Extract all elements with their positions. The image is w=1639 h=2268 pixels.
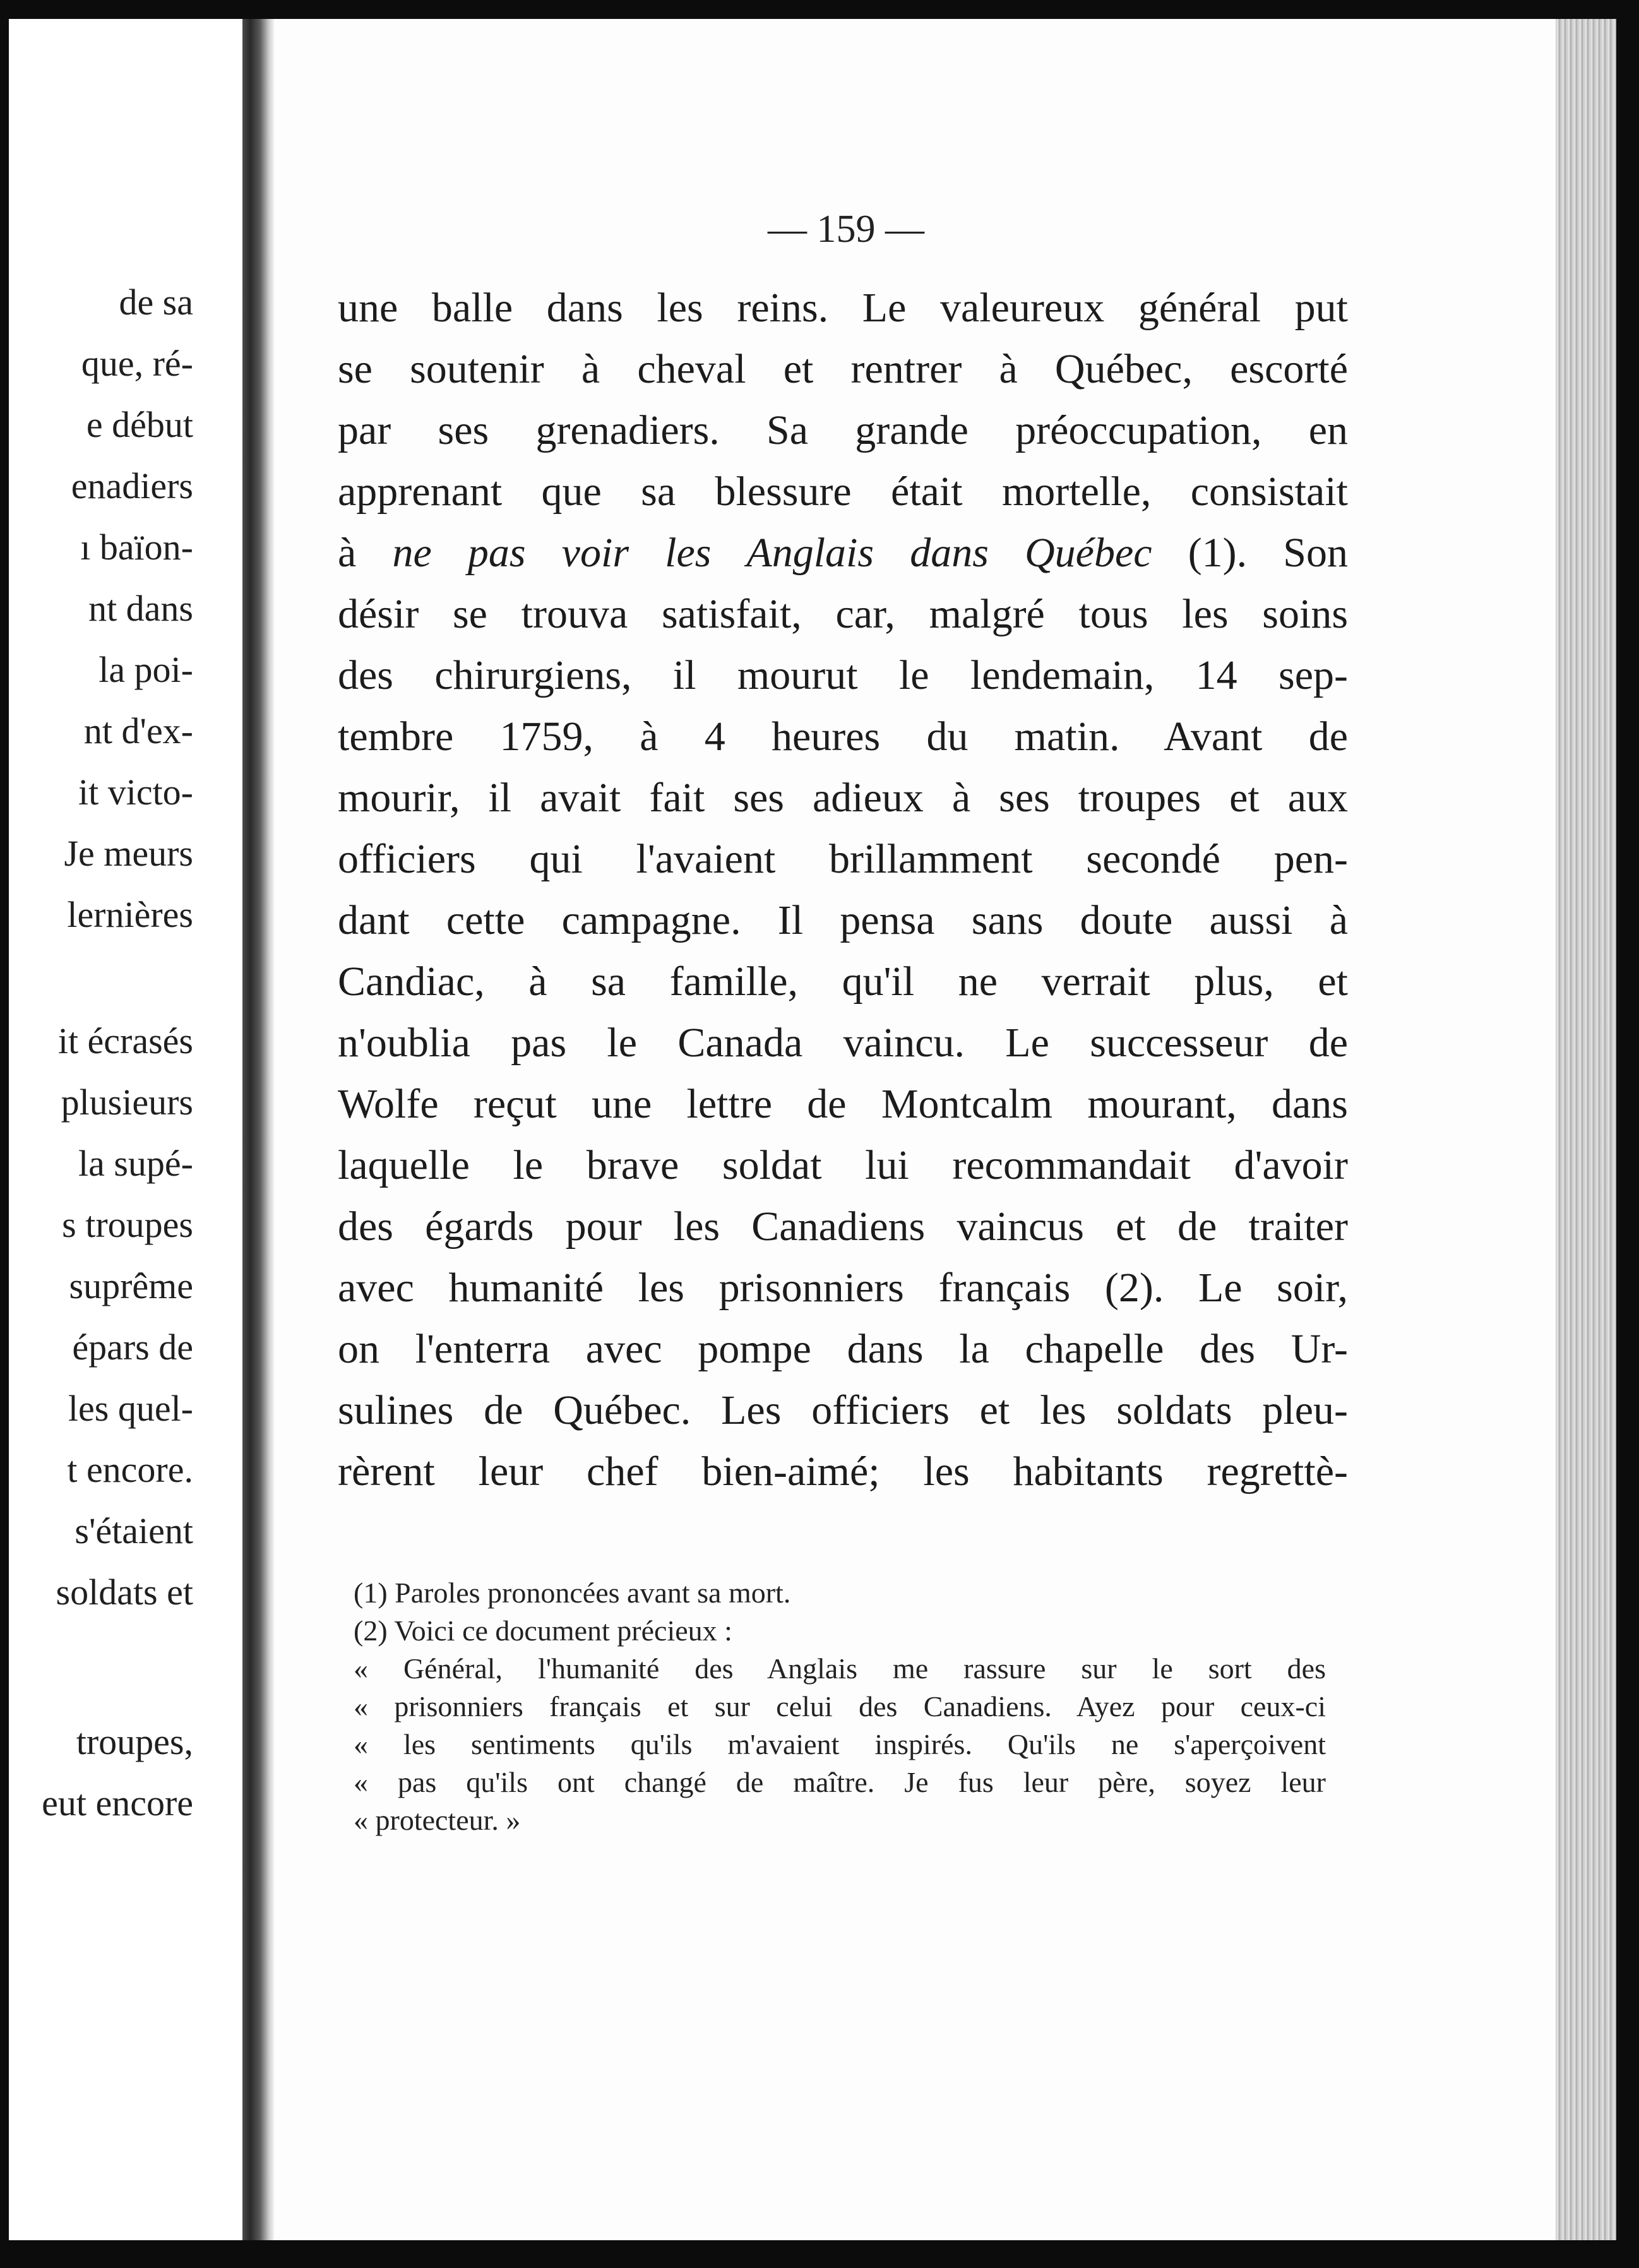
text-line: se soutenir à cheval et rentrer à Québec, escorté: [338, 346, 1348, 392]
page-number: — 159 —: [768, 208, 924, 251]
text-line: dant cette campagne. Il pensa sans doute aussi à: [338, 897, 1348, 943]
text-run: (1). Son: [1152, 530, 1348, 576]
left-page-line: t encore.: [67, 1449, 193, 1490]
left-page-line: plusieurs: [61, 1082, 193, 1123]
text-line: mourir, il avait fait ses adieux à ses troupes et aux: [338, 775, 1348, 821]
left-page-line: ı baïon-: [80, 527, 193, 568]
scan-border-bottom: [0, 2240, 1639, 2268]
left-page-line: la supé-: [78, 1143, 193, 1184]
footnote-quote-line: « prisonniers français et sur celui des Canadiens. Ayez pour ceux-ci: [354, 1690, 1326, 1722]
text-line: désir se trouva satisfait, car, malgré tous les soins: [338, 591, 1348, 637]
text-line: apprenant que sa blessure était mortelle, consistait: [338, 469, 1348, 515]
text-line: par ses grenadiers. Sa grande préoccupation, en: [338, 407, 1348, 453]
text-line: officiers qui l'avaient brillamment secondé pen-: [338, 836, 1348, 882]
text-run: à: [338, 530, 393, 576]
left-page-line: nt d'ex-: [83, 710, 193, 751]
left-page-line: de sa: [119, 282, 193, 323]
text-line: laquelle le brave soldat lui recommandait d'avoir: [338, 1142, 1348, 1188]
text-line: tembre 1759, à 4 heures du matin. Avant de: [338, 713, 1348, 760]
left-page-line: eut encore: [42, 1782, 193, 1823]
text-line: Candiac, à sa famille, qu'il ne verrait plus, et: [338, 958, 1348, 1005]
text-line: des chirurgiens, il mourut le lendemain, 14 sep-: [338, 652, 1348, 698]
left-page-line: e début: [86, 404, 193, 445]
text-line: sulines de Québec. Les officiers et les soldats pleu-: [338, 1387, 1348, 1433]
left-page-line: que, ré-: [81, 343, 193, 384]
text-line: une balle dans les reins. Le valeureux général put: [338, 285, 1348, 331]
book-gutter-shadow: [242, 19, 274, 2240]
left-page-line: Je meurs: [64, 833, 193, 874]
left-page-line: troupes,: [76, 1721, 193, 1762]
scan-border-top: [0, 0, 1639, 19]
left-page-line: nt dans: [88, 588, 193, 629]
left-page-line: it victo-: [78, 772, 193, 813]
footnote-quote-line: « protecteur. »: [354, 1804, 521, 1836]
page-stack-edge: [1556, 19, 1616, 2240]
text-line: Wolfe reçut une lettre de Montcalm mourant, dans: [338, 1081, 1348, 1127]
footnote-quote-line: « les sentiments qu'ils m'avaient inspirés. Qu'ils ne s'aperçoivent: [354, 1728, 1326, 1760]
left-page-line: it écrasés: [57, 1020, 193, 1061]
footnote-1: (1) Paroles prononcées avant sa mort.: [354, 1577, 791, 1609]
previous-page-fragment: [9, 19, 242, 2240]
text-line: rèrent leur chef bien-aimé; les habitants regrettè-: [338, 1448, 1348, 1495]
left-page-line: s'étaient: [74, 1510, 193, 1551]
left-page-line: épars de: [72, 1327, 193, 1368]
footnote-2: (2) Voici ce document précieux :: [354, 1614, 732, 1647]
footnote-quote-line: « Général, l'humanité des Anglais me rassure sur le sort des: [354, 1652, 1326, 1685]
italic-quote: ne pas voir les Anglais dans Québec: [392, 530, 1152, 576]
text-line: avec humanité les prisonniers français (2). Le soir,: [338, 1265, 1348, 1311]
left-page-line: soldats et: [56, 1572, 193, 1613]
text-line: on l'enterra avec pompe dans la chapelle des Ur-: [338, 1326, 1348, 1372]
footnote-quote-line: « pas qu'ils ont changé de maître. Je fus leur père, soyez leur: [354, 1766, 1326, 1798]
left-page-line: suprême: [69, 1265, 193, 1306]
scan-border-right: [1616, 0, 1639, 2268]
text-line-with-emphasis: [338, 532, 1348, 574]
text-line: des égards pour les Canadiens vaincus et de traiter: [338, 1203, 1348, 1250]
left-page-line: s troupes: [62, 1204, 193, 1245]
text-line: n'oublia pas le Canada vaincu. Le successeur de: [338, 1020, 1348, 1066]
left-page-line: enadiers: [71, 465, 193, 506]
left-page-line: lernières: [67, 894, 193, 935]
left-page-line: les quel-: [68, 1388, 193, 1429]
scan-border-left: [0, 0, 9, 2268]
left-page-line: la poi-: [98, 649, 193, 690]
